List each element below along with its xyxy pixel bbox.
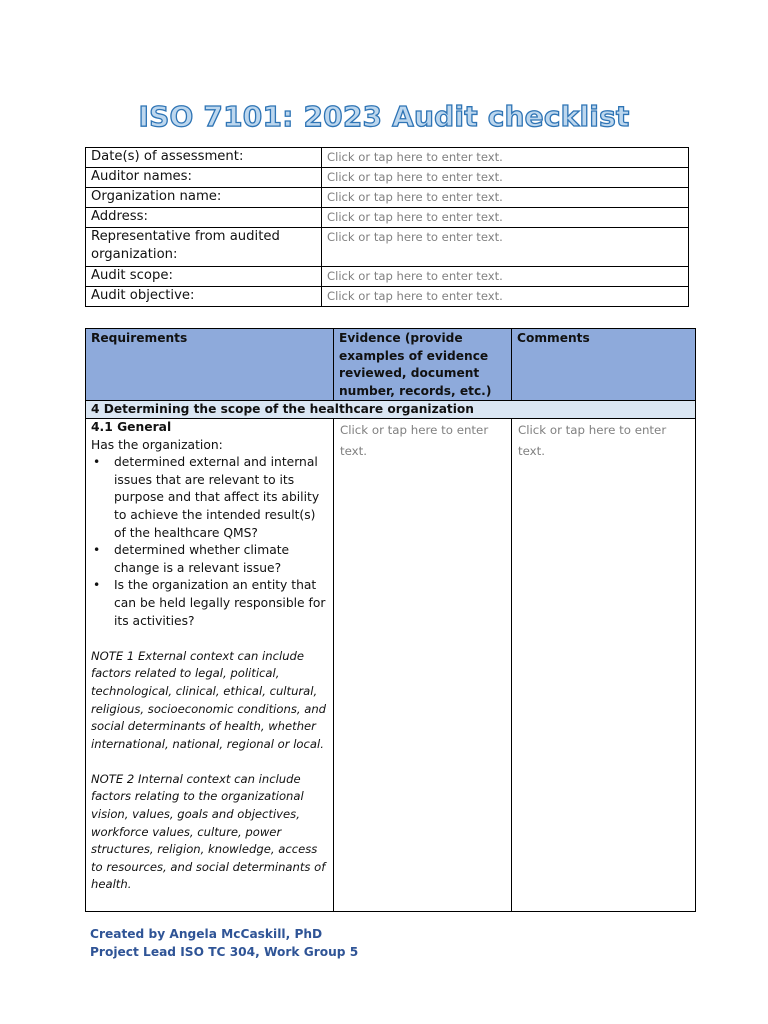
info-row-date	[86, 148, 689, 168]
info-row-organization	[86, 188, 689, 208]
footer-role: Project Lead ISO TC 304, Work Group 5	[90, 945, 359, 959]
organization-name-field[interactable]	[322, 188, 689, 208]
field-placeholder: Click or tap here to enter text.	[518, 423, 667, 458]
requirement-bullets	[91, 454, 328, 630]
footer-author: Created by Angela McCaskill, PhD	[90, 927, 323, 941]
field-placeholder: Click or tap here to enter text.	[327, 150, 503, 164]
audit-scope-field[interactable]	[322, 267, 689, 287]
auditor-names-field[interactable]	[322, 168, 689, 188]
info-row-address	[86, 208, 689, 228]
info-label: Organization name:	[86, 188, 322, 208]
field-placeholder: Click or tap here to enter text.	[327, 170, 503, 184]
field-placeholder: Click or tap here to enter text.	[327, 269, 503, 283]
info-label: Address:	[86, 208, 322, 228]
requirement-bullet: • Is the organization an entity that can be held legally responsible for its activities?	[91, 577, 328, 630]
info-label: Audit objective:	[86, 287, 322, 307]
requirement-row	[86, 419, 696, 912]
audit-objective-field[interactable]	[322, 287, 689, 307]
comments-header: Comments	[512, 329, 696, 401]
section-title: 4 Determining the scope of the healthcare organization	[86, 401, 696, 419]
requirement-bullet: • determined external and internal issues that are relevant to its purpose and that affect its ability to achieve the intended result(s) of the healthcare QMS?	[91, 454, 328, 542]
checklist-header-row	[86, 329, 696, 401]
field-placeholder: Click or tap here to enter text.	[327, 190, 503, 204]
field-placeholder: Click or tap here to enter text.	[340, 423, 489, 458]
note-1: NOTE 1 External context can include factors related to legal, political, technological, clinical, ethical, cultural, religious, socioeconomic conditions, and social determinants of health, whether international, national, regional or local.	[91, 648, 327, 751]
requirement-bullet: • determined whether climate change is a relevant issue?	[91, 542, 328, 577]
info-label: Representative from audited organization:	[86, 228, 322, 267]
checklist-table	[85, 328, 696, 912]
date-field[interactable]	[322, 148, 689, 168]
section-row	[86, 401, 696, 419]
evidence-field[interactable]	[334, 419, 512, 912]
field-placeholder: Click or tap here to enter text.	[327, 210, 503, 224]
info-row-scope	[86, 267, 689, 287]
requirement-heading: 4.1 General	[91, 420, 172, 434]
info-label: Auditor names:	[86, 168, 322, 188]
address-field[interactable]	[322, 208, 689, 228]
field-placeholder: Click or tap here to enter text.	[327, 230, 503, 244]
requirement-intro: Has the organization:	[91, 437, 223, 452]
info-label: Date(s) of assessment:	[86, 148, 322, 168]
evidence-header: Evidence (provide examples of evidence reviewed, document number, records, etc.)	[334, 329, 512, 401]
requirements-header: Requirements	[86, 329, 334, 401]
info-row-auditors	[86, 168, 689, 188]
requirement-cell	[86, 419, 334, 912]
field-placeholder: Click or tap here to enter text.	[327, 289, 503, 303]
footer	[90, 925, 358, 961]
comments-field[interactable]	[512, 419, 696, 912]
info-row-representative	[86, 228, 689, 267]
representative-field[interactable]	[322, 228, 689, 267]
info-label: Audit scope:	[86, 267, 322, 287]
note-2: NOTE 2 Internal context can include factors relating to the organizational vision, values, goals and objectives, workforce values, culture, power structures, religion, knowledge, access to resources, and social determinants of health.	[91, 771, 326, 892]
info-row-objective	[86, 287, 689, 307]
document-title: ISO 7101: 2023 Audit checklist	[138, 100, 630, 133]
assessment-info-table	[85, 147, 689, 307]
